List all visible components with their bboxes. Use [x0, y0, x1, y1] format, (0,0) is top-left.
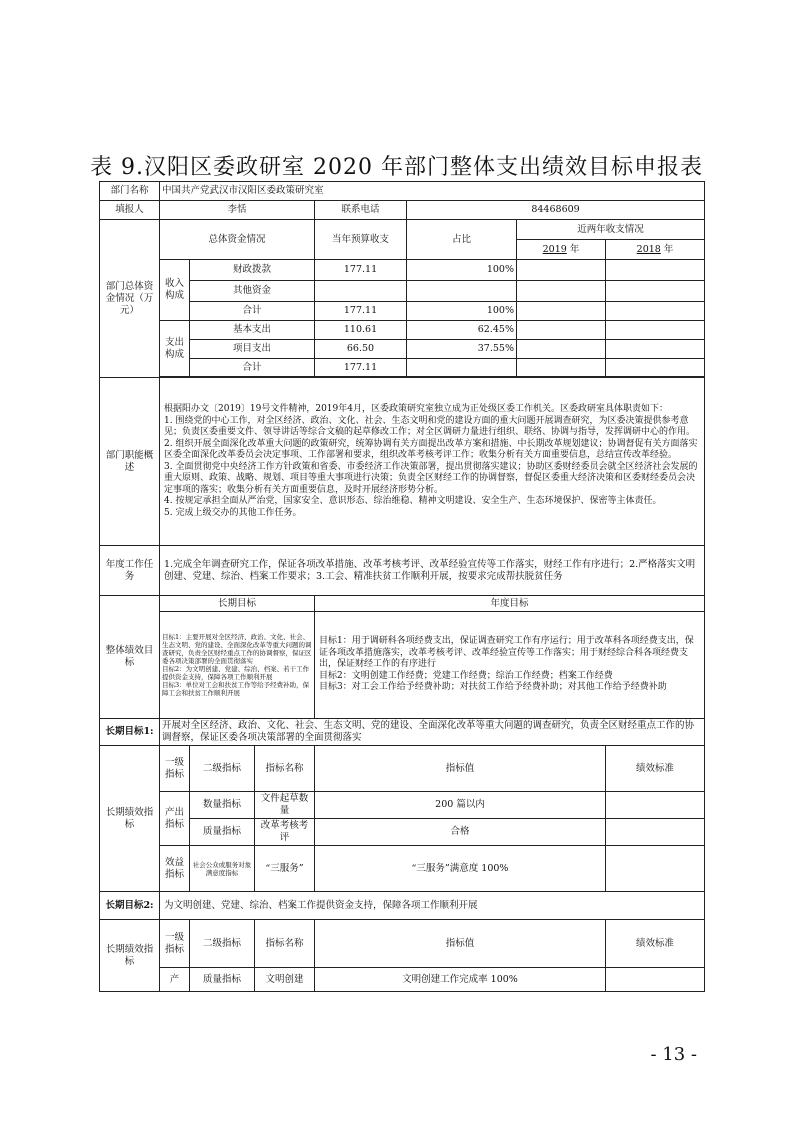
standard-header: 绩效标准	[606, 746, 705, 792]
value-cell: 合格	[315, 819, 606, 846]
performance-table	[99, 181, 705, 992]
filler-label: 填报人	[100, 201, 160, 220]
page-number: - 13 -	[650, 1044, 697, 1065]
annual-task-text: 1.完成全年调查研究工作，保证各项改革措施、改革考核考评、改革经验宣传等工作落实，财经工作有序进行；2.严格落实文明创建、党建、综治、档案工作要求；3.工会、精准扶贫工作顺利开展，按要求完成帮扶脱贫任务	[160, 546, 705, 596]
indicator-section-label-2: 长期绩效指标	[100, 920, 160, 992]
long2-text: 为文明创建、党建、综治、档案工作提供资金支持，保障各项工作顺利开展	[160, 892, 705, 920]
long-goal-text: 目标1：主要开展对全区经济、政治、文化、社会、生态文明、党的建设、全面深化改革等重大问题的调查研究，负责全区财经重点工作的协调督察，保证区委各项决策部署的全面贯彻落实 目标2：为文明创建、党建、综治、档案、若干工作提供资金支持，保障各项工作顺利开展 目标3：单位对工会和扶贫工作等给予经费补助，保障工会和扶贫工作顺利开展	[160, 612, 315, 719]
level2-header: 二级指标	[190, 746, 255, 792]
income-row-ratio: 100%	[407, 260, 517, 281]
dept-label: 部门名称	[100, 182, 160, 201]
income-row-budget: 177.11	[315, 302, 407, 321]
income-row-budget: 177.11	[315, 260, 407, 281]
annual-goal-header: 年度目标	[315, 596, 705, 612]
income-row-ratio: 100%	[407, 302, 517, 321]
expense-row-budget: 177.11	[315, 359, 407, 377]
level1-cell: 效益指标	[160, 846, 190, 892]
funds-ratio-header: 占比	[407, 220, 517, 260]
level1-header: 一级指标	[160, 920, 190, 968]
standard-cell	[606, 968, 705, 992]
income-row-name: 合计	[190, 302, 315, 321]
long1-label: 长期目标1:	[100, 719, 160, 746]
value-cell: “三服务”满意度 100%	[315, 846, 606, 892]
value-header: 指标值	[315, 746, 606, 792]
name-cell: 文明创建	[255, 968, 315, 992]
phone-label: 联系电话	[315, 201, 407, 220]
value-header: 指标值	[315, 920, 606, 968]
name-cell: 文件起草数量	[255, 792, 315, 819]
annual-goal-text: 目标1：用于调研科各项经费支出，保证调查研究工作有序运行；用于改革科各项经费支出，保证各项改革措施落实，改革考核考评、改革经验宣传等工作落实；用于财经综合科各项经费支出，保证财经工作的有序进行 目标2：文明创建工作经费；党建工作经费；综治工作经费；档案工作经费 目标3：对工会工作给予经费补助；对扶贫工作给予经费补助；对其他工作给予经费补助	[315, 612, 705, 719]
long2-label: 长期目标2:	[100, 892, 160, 920]
name-cell: “三服务”	[255, 846, 315, 892]
duties-label: 部门职能概述	[100, 378, 160, 546]
income-row-name: 其他资金	[190, 281, 315, 302]
long-goal-header: 长期目标	[160, 596, 315, 612]
expense-row-ratio	[407, 359, 517, 377]
phone-value: 84468609	[407, 201, 705, 220]
income-label: 收入构成	[160, 260, 190, 321]
level1-header: 一级指标	[160, 746, 190, 792]
level2-cell: 数量指标	[190, 792, 255, 819]
indicator-section-label: 长期绩效指标	[100, 746, 160, 892]
funds-overall-header: 总体资金情况	[160, 220, 315, 260]
expense-row-name: 合计	[190, 359, 315, 377]
expense-row-name: 基本支出	[190, 321, 315, 340]
expense-row-budget: 66.50	[315, 340, 407, 359]
value-cell: 文明创建工作完成率 100%	[315, 968, 606, 992]
standard-header: 绩效标准	[606, 920, 705, 968]
expense-row-ratio: 37.55%	[407, 340, 517, 359]
standard-cell	[606, 819, 705, 846]
year-2018: 2018 年	[606, 240, 705, 260]
year-2019: 2019 年	[517, 240, 606, 260]
level2-cell: 质量指标	[190, 968, 255, 992]
income-row-budget	[315, 281, 407, 302]
level1-cell: 产	[160, 968, 190, 992]
dept-value: 中国共产党武汉市汉阳区委政策研究室	[160, 182, 705, 201]
funds-label: 部门总体资金情况（万元）	[100, 220, 160, 378]
level2-header: 二级指标	[190, 920, 255, 968]
name-header: 指标名称	[255, 920, 315, 968]
level2-cell: 社会公众或服务对象满意度指标	[190, 846, 255, 892]
filler-name: 李恬	[160, 201, 315, 220]
income-row-name: 财政拨款	[190, 260, 315, 281]
standard-cell	[606, 792, 705, 819]
expense-row-name: 项目支出	[190, 340, 315, 359]
level2-cell: 质量指标	[190, 819, 255, 846]
funds-budget-header: 当年预算收支	[315, 220, 407, 260]
name-cell: 改革考核考评	[255, 819, 315, 846]
level1-cell: 产出指标	[160, 792, 190, 846]
name-header: 指标名称	[255, 746, 315, 792]
page-title: 表 9.汉阳区委政研室 2020 年部门整体支出绩效目标申报表	[90, 155, 703, 180]
annual-task-label: 年度工作任务	[100, 546, 160, 596]
funds-recent-header: 近两年收支情况	[517, 220, 705, 240]
income-row-ratio	[407, 281, 517, 302]
duties-text: 根据阳办文〔2019〕19号文件精神，2019年4月，区委政策研究室独立成为正处级区委工作机关。区委政研室具体职责如下： 1. 围绕党的中心工作，对全区经济、政治、文化、社会、生态文明和党的建设方面的重大问题开展调查研究，为区委决策提供参考意见；负责区委重要文件、领导讲话等综合文稿的起草修改工作；对全区调研力量进行组织、联络、协调与指导，发挥调研中心的作用。 2. 组织开展全面深化改革重大问题的政策研究，统筹协调有关方面提出改革方案和措施、中长期改革规划建议；协调督促有关方面落实区委全面深化改革委员会决定事项、工作部署和要求，组织改革考核考评工作；收集分析有关方面重要信息，总结宣传改革经验。 3. 全面贯彻党中央经济工作方针政策和省委、市委经济工作决策部署，提出贯彻落实建议；协助区委财经委员会就全区经济社会发展的重大原则、政策、战略、规划、项目等重大事项进行决策；负责全区财经工作的协调督察，督促区委重大经济决策和区委财经委员会决定事项的落实；收集分析有关方面重要信息，及时开展经济形势分析。 4. 按规定承担全面从严治党，国家安全、意识形态、综治维稳、精神文明建设、安全生产、生态环境保护、保密等主体责任。 5. 完成上级交办的其他工作任务。	[160, 378, 705, 546]
expense-label: 支出构成	[160, 321, 190, 377]
overall-goal-label: 整体绩效目标	[100, 596, 160, 719]
expense-row-ratio: 62.45%	[407, 321, 517, 340]
expense-row-budget: 110.61	[315, 321, 407, 340]
standard-cell	[606, 846, 705, 892]
long1-text: 开展对全区经济、政治、文化、社会、生态文明、党的建设、全面深化改革等重大问题的调查研究，负责全区财经重点工作的协调督察，保证区委各项决策部署的全面贯彻落实	[160, 719, 705, 746]
value-cell: 200 篇以内	[315, 792, 606, 819]
